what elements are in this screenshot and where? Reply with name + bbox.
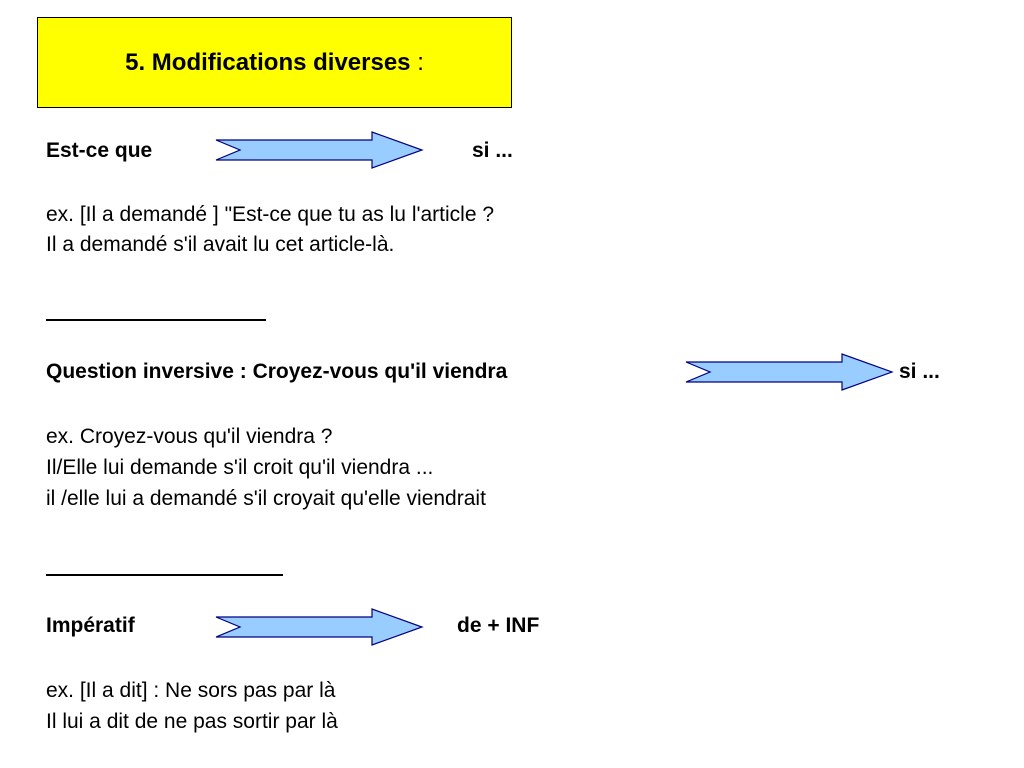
- section2-example-2: Il/Elle lui demande s'il croit qu'il viendra ...: [46, 456, 434, 479]
- section2-example-3: il /elle lui a demandé s'il croyait qu'elle viendrait: [46, 487, 486, 510]
- section3-example-1: ex. [Il a dit] : Ne sors pas par là: [46, 679, 336, 702]
- section2-label: Question inversive : Croyez-vous qu'il viendra: [46, 360, 508, 383]
- arrow-icon: [214, 607, 424, 647]
- section3-label: Impératif: [46, 614, 135, 637]
- section1-example-2: Il a demandé s'il avait lu cet article-là.: [46, 233, 395, 256]
- section1-label: Est-ce que: [46, 139, 153, 162]
- divider: [46, 574, 283, 576]
- section1-result: si ...: [472, 139, 513, 162]
- arrow-icon: [214, 130, 424, 170]
- section3-example-2: Il lui a dit de ne pas sortir par là: [46, 710, 338, 733]
- divider: [46, 319, 266, 321]
- section1-example-1: ex. [Il a demandé ] "Est-ce que tu as lu l'article ?: [46, 203, 495, 226]
- section2-result: si ...: [899, 360, 940, 383]
- page-title: 5. Modifications diverses :: [125, 48, 424, 76]
- section3-result: de + INF: [457, 614, 540, 637]
- section2-example-1: ex. Croyez-vous qu'il viendra ?: [46, 425, 333, 448]
- title-box: [37, 17, 512, 108]
- arrow-icon: [684, 352, 894, 392]
